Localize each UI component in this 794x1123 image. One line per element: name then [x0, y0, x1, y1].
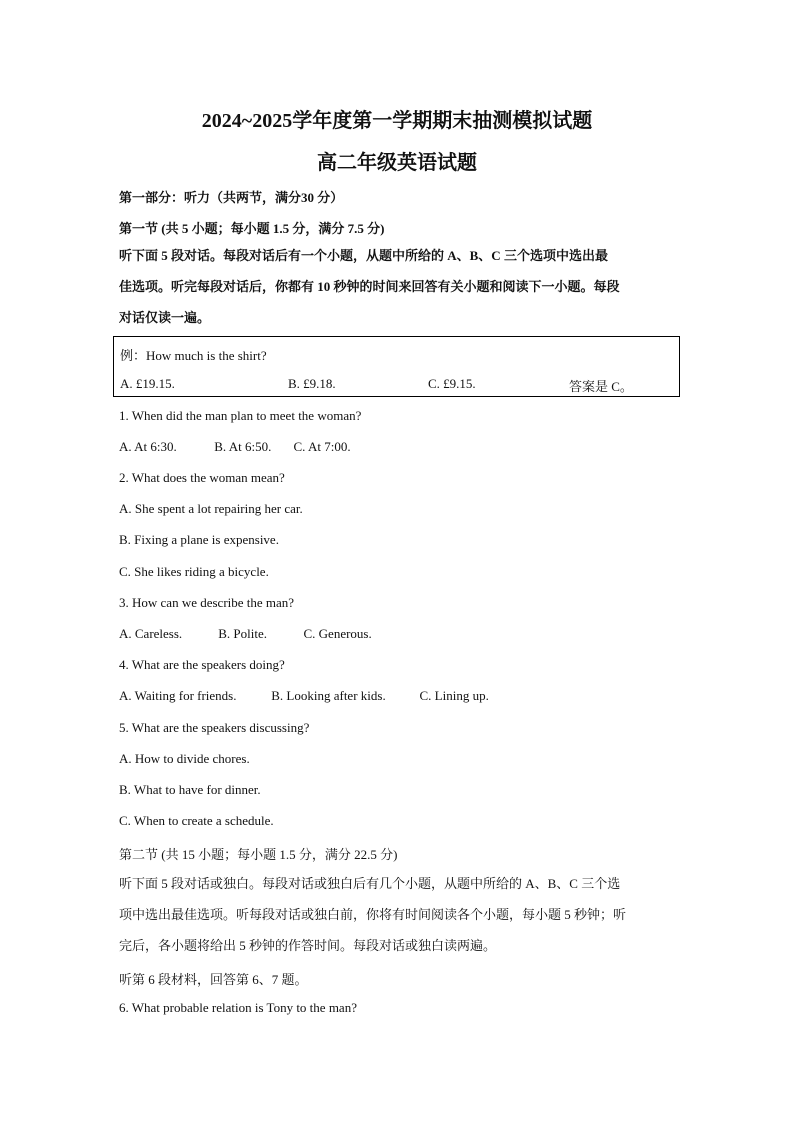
instruction-line: 听下面 5 段对话或独白。每段对话或独白后有几个小题，从题中所给的 A、B、C 三个选: [119, 876, 621, 891]
example-question: 例：How much is the shirt?: [120, 348, 267, 363]
question-2: 2. What does the woman mean?: [119, 470, 285, 485]
option-c: C. Lining up.: [419, 688, 489, 703]
option-a: A. Waiting for friends.: [119, 688, 237, 703]
instruction-line: 佳选项。听完每段对话后，你都有 10 秒钟的时间来回答有关小题和阅读下一小题。每段: [119, 279, 620, 294]
question-5-option-a: A. How to divide chores.: [119, 751, 250, 766]
question-4: 4. What are the speakers doing?: [119, 657, 285, 672]
question-3-options: [119, 626, 372, 642]
question-2-option-b: B. Fixing a plane is expensive.: [119, 532, 279, 547]
question-6: 6. What probable relation is Tony to the man?: [119, 1000, 357, 1015]
question-5-option-b: B. What to have for dinner.: [119, 782, 261, 797]
question-3: 3. How can we describe the man?: [119, 595, 295, 610]
exam-subtitle: 高二年级英语试题: [317, 152, 477, 174]
example-option-a: A. £19.15.: [120, 376, 175, 391]
instruction-line: 听下面 5 段对话。每段对话后有一个小题，从题中所给的 A、B、C 三个选项中选出最: [119, 248, 608, 263]
example-option-c: C. £9.15.: [428, 376, 476, 391]
example-option-b: B. £9.18.: [288, 376, 336, 391]
material-6-instruction: 听第 6 段材料，回答第 6、7 题。: [119, 972, 308, 987]
example-answer: 答案是 C。: [569, 379, 633, 394]
option-b: B. Looking after kids.: [271, 688, 386, 703]
question-4-options: [119, 688, 489, 704]
option-a: A. At 6:30.: [119, 439, 177, 454]
example-box: [113, 336, 680, 397]
option-b: B. Polite.: [218, 626, 268, 641]
option-b: B. At 6:50.: [214, 439, 272, 454]
question-2-option-c: C. She likes riding a bicycle.: [119, 564, 269, 579]
option-c: C. Generous.: [303, 626, 372, 641]
question-1: 1. When did the man plan to meet the woman?: [119, 408, 362, 423]
part1-heading: 第一部分：听力（共两节，满分30 分）: [119, 190, 344, 205]
question-2-option-a: A. She spent a lot repairing her car.: [119, 501, 303, 516]
option-c: C. At 7:00.: [293, 439, 351, 454]
exam-title: 2024~2025学年度第一学期期末抽测模拟试题: [201, 110, 593, 132]
instruction-line: 完后，各小题将给出 5 秒钟的作答时间。每段对话或独白读两遍。: [119, 938, 497, 953]
section2-heading: 第二节 (共 15 小题；每小题 1.5 分，满分 22.5 分): [119, 847, 398, 862]
section1-heading: 第一节 (共 5 小题；每小题 1.5 分，满分 7.5 分): [119, 221, 385, 236]
question-5-option-c: C. When to create a schedule.: [119, 813, 274, 828]
instruction-line: 项中选出最佳选项。听每段对话或独白前，你将有时间阅读各个小题，每小题 5 秒钟；听: [119, 907, 627, 922]
question-5: 5. What are the speakers discussing?: [119, 720, 310, 735]
section2-instructions: [119, 874, 679, 967]
option-a: A. Careless.: [119, 626, 183, 641]
instruction-line: 对话仅读一遍。: [119, 310, 211, 325]
question-1-options: [119, 439, 351, 455]
section1-instructions: [119, 246, 679, 339]
